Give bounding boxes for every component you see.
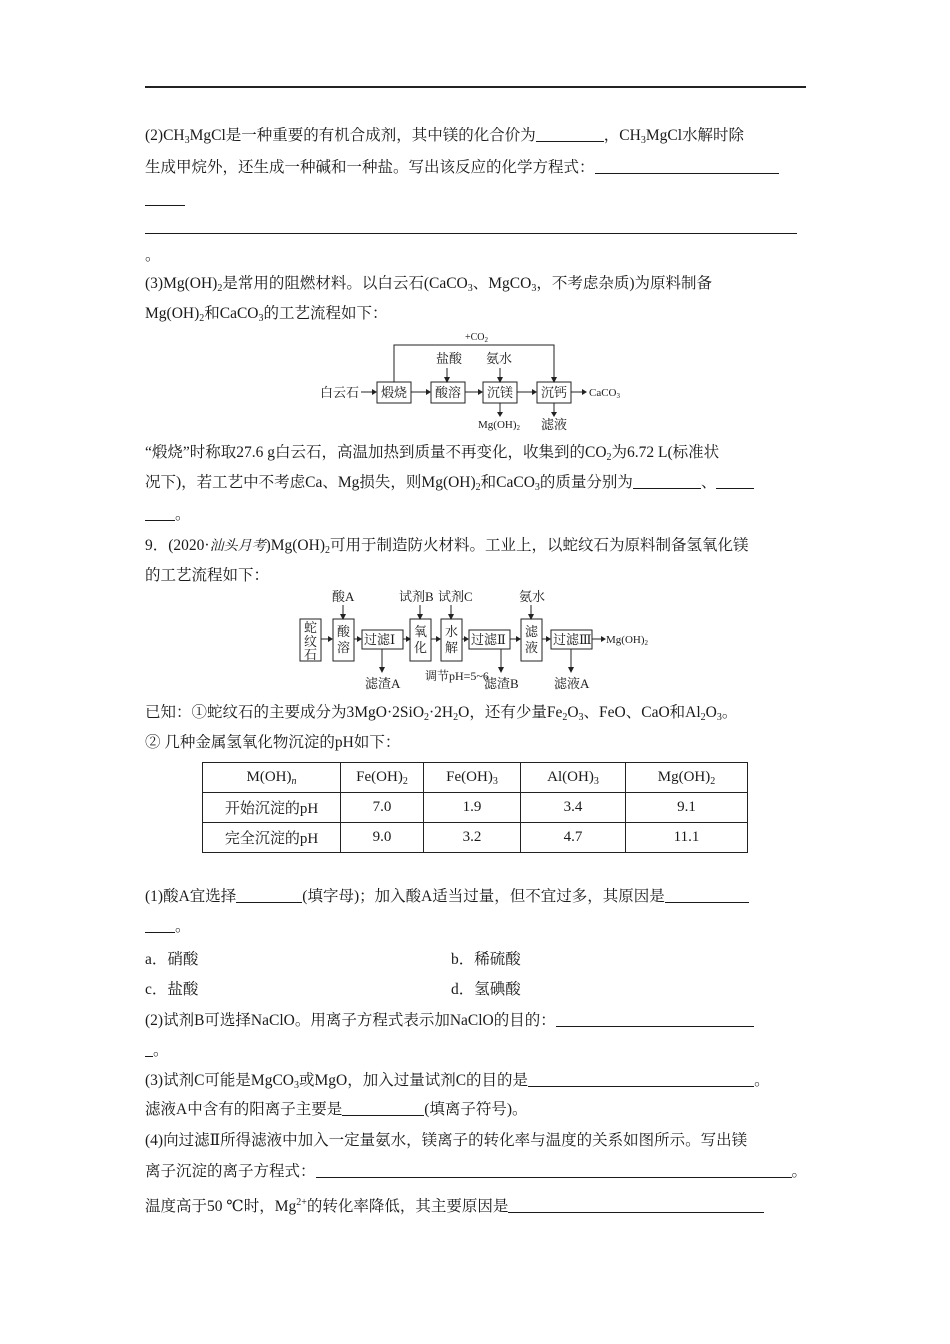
table-row	[203, 823, 748, 853]
ph-table	[202, 762, 748, 853]
table-header: $Al(OH)_3$	[521, 763, 626, 793]
q8-2-line4	[145, 218, 797, 238]
raw-dolomite: 白云石	[320, 385, 360, 400]
table-header: $M(OH)_n$	[203, 763, 341, 793]
table-header: $Fe(OH)_2$	[341, 763, 424, 793]
q9-4-line3: 温度高于50 ℃时，$Mg^{2+}$的转化率降低，其主要原因是	[145, 1193, 764, 1217]
q8-3-line2: $Mg(OH)_2$和CaCO$_3$的工艺流程如下：	[145, 305, 388, 324]
step-char: 氧	[414, 624, 428, 639]
table-cell: 9.1	[626, 793, 748, 823]
residue-b-label: 滤渣B	[484, 676, 519, 691]
answer-blank[interactable]	[316, 1162, 792, 1178]
header-rule	[145, 86, 806, 88]
table-cell: 完全沉淀的pH	[203, 823, 341, 853]
q9-line1: 9．(2020·汕头月考)$Mg(OH)_2$可用于制造防火材料。工业上，以蛇纹石为原料制备氢氧化镁	[145, 537, 749, 556]
table-cell: 3.2	[424, 823, 521, 853]
answer-blank[interactable]	[145, 917, 175, 933]
ammonia-label: 氨水	[519, 589, 546, 604]
table-cell: 7.0	[341, 793, 424, 823]
answer-blank[interactable]	[508, 1197, 764, 1213]
step-char: 溶	[337, 640, 351, 655]
q9-1-line2: 。	[145, 917, 191, 937]
step-calcine-label: 煅烧	[381, 385, 408, 400]
q8-3-line3: “煅烧”时称取27.6 g白云石，高温加热到质量不再变化，收集到的$CO_2$为6.72 L(标准状	[145, 444, 720, 463]
raw-char: 石	[304, 647, 318, 662]
q9-4-line2: 离子沉淀的离子方程式： 。	[145, 1163, 808, 1180]
known-line1: 已知：①蛇纹石的主要成分为$3MgO\cdot 2SiO_2\cdot 2H_2O$，还有少量$Fe_2O_3$、FeO、CaO和$Al_2O_3$。	[145, 704, 738, 723]
q8-2-line2: 生成甲烷外，还生成一种碱和一种盐。写出该反应的化学方程式：	[145, 158, 779, 178]
option-c[interactable]: c．盐酸	[145, 981, 199, 998]
table-cell: 4.7	[521, 823, 626, 853]
step-filter-2-label: 过滤Ⅱ	[471, 632, 506, 647]
step-acid-dissolve-label: 酸溶	[435, 385, 462, 400]
step-char: 滤	[525, 624, 539, 639]
answer-blank[interactable]	[145, 190, 185, 206]
answer-blank[interactable]	[665, 887, 749, 903]
acid-a-label: 酸A	[332, 589, 355, 604]
q9-1-line1: (1)酸A宜选择 (填字母)；加入酸A适当过量，但不宜过多，其原因是	[145, 887, 749, 907]
table-row	[203, 793, 748, 823]
filtrate-label: 滤液	[541, 417, 568, 432]
output-caco3: CaCO3	[589, 387, 620, 400]
answer-blank[interactable]	[595, 158, 779, 174]
table-cell: 开始沉淀的pH	[203, 793, 341, 823]
q9-2-line1: (2)试剂B可选择NaClO。用离子方程式表示加NaClO的目的：	[145, 1011, 754, 1031]
raw-char: 纹	[304, 634, 318, 649]
known-line2: ② 几种金属氢氧化物沉淀的pH如下：	[145, 734, 401, 751]
q8-2-end: 。	[145, 247, 161, 264]
option-b[interactable]: b．稀硫酸	[451, 951, 521, 968]
answer-blank[interactable]	[236, 887, 302, 903]
step-char: 酸	[337, 624, 351, 639]
table-header-row	[203, 763, 748, 793]
filtrate-a-label: 滤液A	[554, 676, 590, 691]
reagent-c-label: 试剂C	[438, 589, 473, 604]
q9-2-line2: 。	[145, 1041, 169, 1061]
step-filter-3-label: 过滤Ⅲ	[553, 632, 592, 647]
process-flow-serpentine	[296, 586, 668, 694]
table-header: $Fe(OH)_3$	[424, 763, 521, 793]
table-cell: 9.0	[341, 823, 424, 853]
q8-3-line1: $(3)Mg(OH)_2$是常用的阻燃材料。以白云石(CaCO$_3$、MgCO$_3$，不考虑杂质)为原料制备	[145, 275, 712, 294]
q8-3-line4: 况下)，若工艺中不考虑Ca、Mg损失，则$Mg(OH)_2$和CaCO$_3$的质量分别为 、	[145, 473, 754, 498]
q8-3-line5: 。	[145, 505, 191, 525]
answer-blank[interactable]	[633, 473, 701, 489]
table-cell: 11.1	[626, 823, 748, 853]
answer-blank[interactable]	[536, 126, 604, 142]
ammonia-label: 氨水	[486, 351, 513, 366]
answer-blank[interactable]	[556, 1011, 754, 1027]
answer-blank[interactable]	[716, 473, 754, 489]
step-char: 解	[445, 640, 459, 655]
answer-blank[interactable]	[528, 1071, 754, 1087]
reagent-b-label: 试剂B	[399, 589, 434, 604]
ph-adjust-label: 调节pH=5~6	[425, 669, 489, 683]
option-a[interactable]: a．硝酸	[145, 951, 199, 968]
answer-blank[interactable]	[145, 505, 175, 521]
step-precip-ca-label: 沉钙	[541, 385, 568, 400]
table-cell: 1.9	[424, 793, 521, 823]
step-char: 液	[525, 640, 539, 655]
table-header: $Mg(OH)_2$	[626, 763, 748, 793]
hcl-label: 盐酸	[436, 351, 463, 366]
q9-3-line1: (3)试剂C可能是MgCO$_3$或MgO，加入过量试剂C的目的是 。	[145, 1072, 770, 1091]
output-mgoh2: Mg(OH)2	[478, 419, 520, 432]
q9-3-line2: 滤液A中含有的阳离子主要是 (填离子符号)。	[145, 1101, 528, 1118]
option-d[interactable]: d．氢碘酸	[451, 981, 521, 998]
table-cell: 3.4	[521, 793, 626, 823]
residue-a-label: 滤渣A	[365, 676, 401, 691]
step-filter-1-label: 过滤Ⅰ	[364, 632, 396, 647]
answer-blank[interactable]	[145, 1041, 153, 1057]
answer-blank[interactable]	[342, 1100, 424, 1116]
output-mgoh2: Mg(OH)2	[606, 634, 648, 647]
raw-char: 蛇	[304, 620, 318, 635]
q8-2-line1: $(2)CH_3MgCl$是一种重要的有机合成剂，其中镁的化合价为 ，$CH_3MgCl$水解时除	[145, 127, 745, 146]
step-char: 水	[445, 624, 459, 639]
q8-2-line3	[145, 190, 185, 210]
process-flow-dolomite	[318, 330, 638, 434]
co2-label: $+CO_2$	[465, 332, 489, 344]
q9-4-line1: (4)向过滤Ⅱ所得滤液中加入一定量氨水，镁离子的转化率与温度的关系如图所示。写出镁	[145, 1132, 748, 1149]
step-char: 化	[414, 640, 428, 655]
q9-line2: 的工艺流程如下：	[145, 567, 270, 584]
step-precip-mg-label: 沉镁	[487, 385, 514, 400]
answer-blank[interactable]	[145, 218, 797, 234]
